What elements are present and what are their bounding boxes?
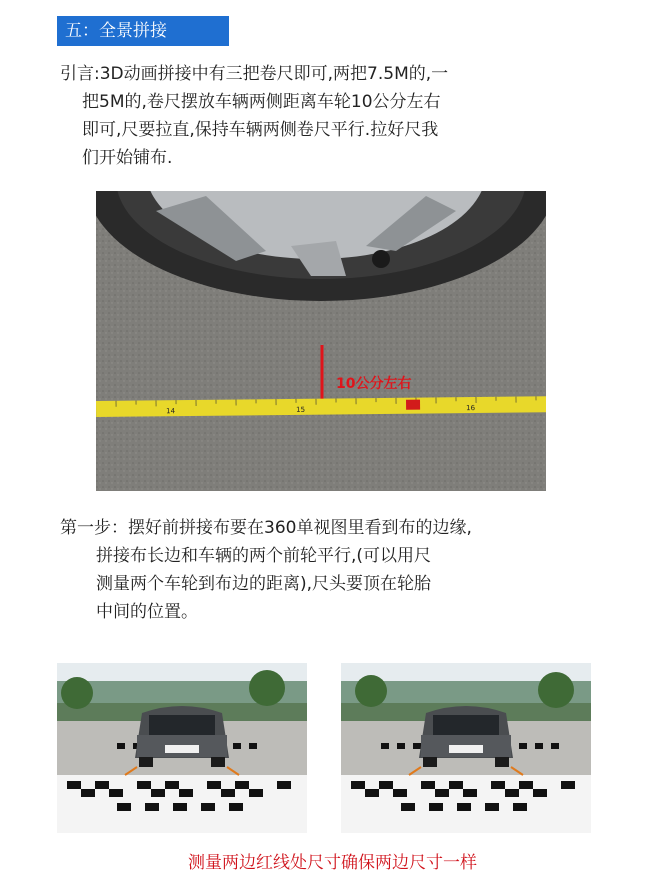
tape-mark-2: 15: [296, 405, 306, 414]
intro-paragraph: [60, 60, 448, 172]
tape-mark-1: 14: [166, 407, 176, 416]
photo-caption: 测量两边红线处尺寸确保两边尺寸一样: [188, 853, 477, 873]
intro-line-3: 即可,尺要拉直,保持车辆两侧卷尺平行.拉好尺我: [82, 120, 439, 140]
step1-line-1: 第一步：摆好前拼接布要在360单视图里看到布的边缘,: [60, 518, 472, 538]
step1-line-4: 中间的位置。: [96, 602, 198, 622]
tape-mark-3: 16: [466, 404, 476, 413]
step1-paragraph: [60, 514, 472, 626]
section-title: 五：全景拼接: [57, 16, 229, 46]
car-photo-left: [57, 663, 307, 833]
intro-line-2: 把5M的,卷尺摆放车辆两侧距离车轮10公分左右: [82, 92, 441, 112]
step1-line-2: 拼接布长边和车辆的两个前轮平行,(可以用尺: [96, 546, 432, 566]
distance-annotation: 10公分左右: [336, 376, 412, 392]
step1-line-3: 测量两个车轮到布边的距离),尺头要顶在轮胎: [96, 574, 432, 594]
tire-tape-photo: [96, 191, 546, 491]
intro-line-4: 们开始铺布.: [82, 148, 173, 168]
intro-line-1: 引言:3D动画拼接中有三把卷尺即可,两把7.5M的,一: [60, 64, 449, 84]
car-photo-right: [341, 663, 591, 833]
